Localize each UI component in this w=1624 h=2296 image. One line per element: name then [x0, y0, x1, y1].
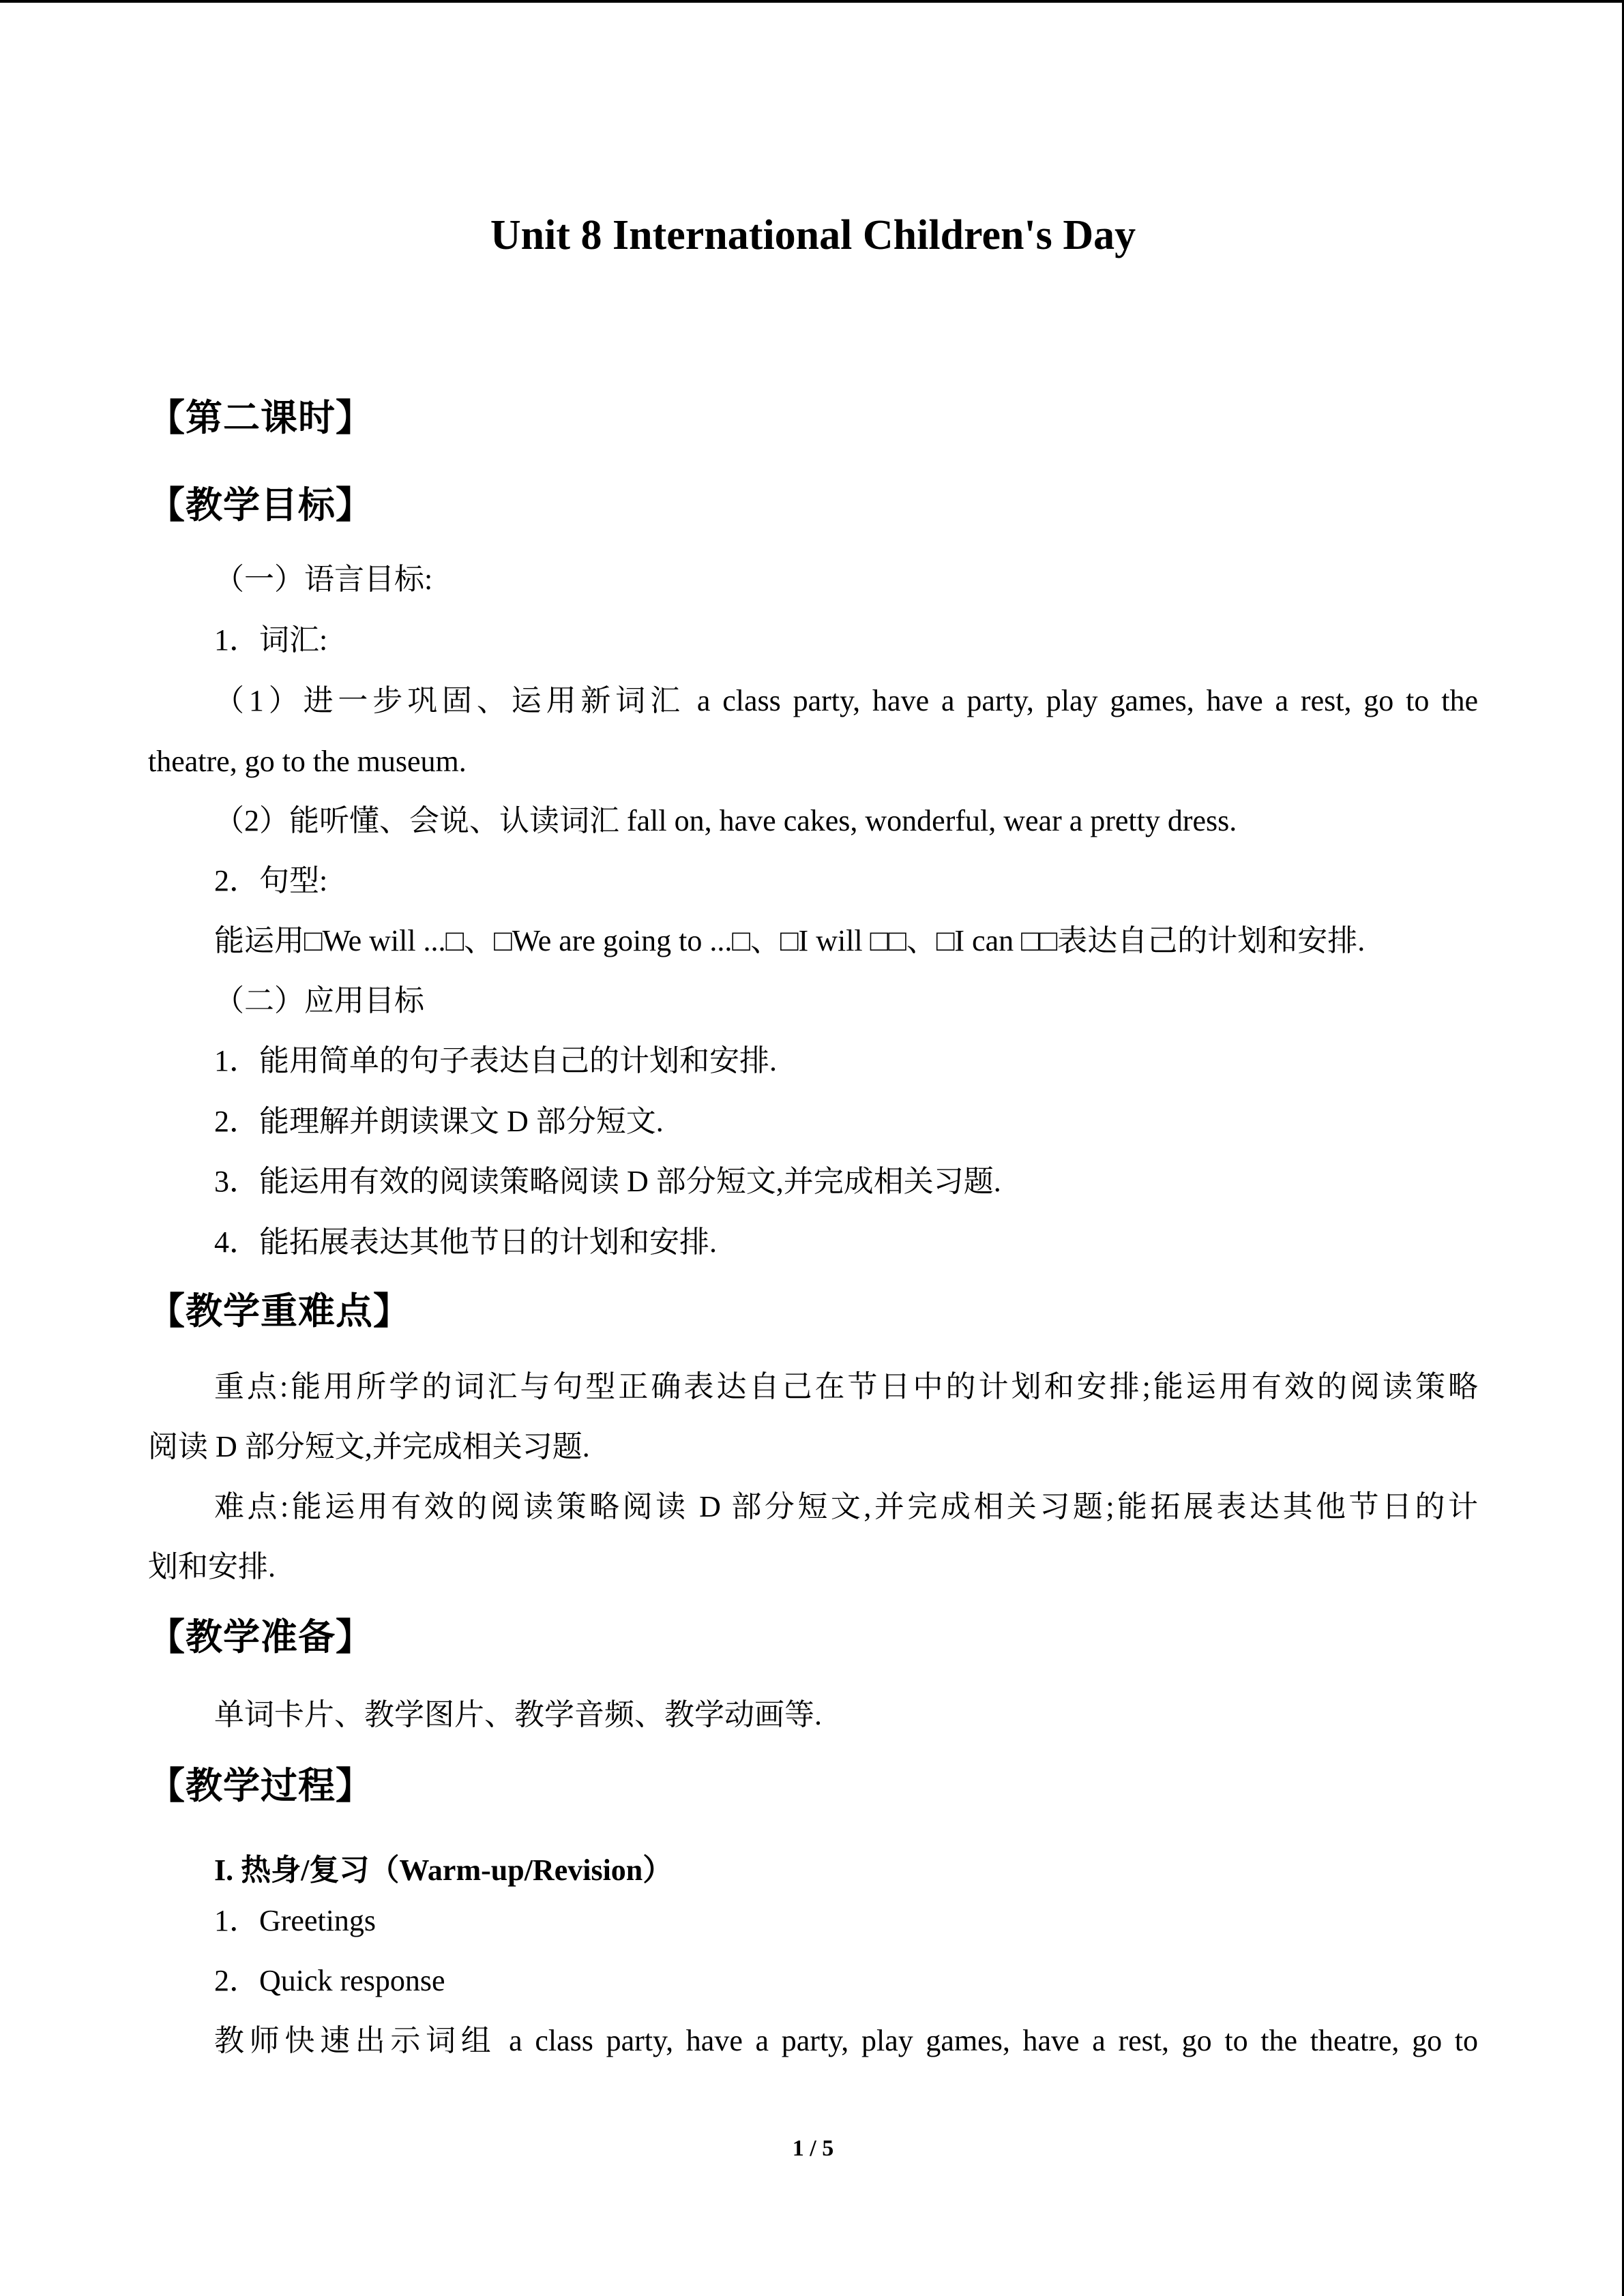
application-item-2: 2．能理解并朗读课文 D 部分短文.	[214, 1105, 664, 1138]
heading-lesson: 【第二课时】	[148, 396, 373, 439]
pattern-text: 能运用□We will ...□、□We are going to ...□、□I will □□、□I can □□表达自己的计划和安排.	[214, 924, 1365, 957]
heading-objectives: 【教学目标】	[148, 483, 373, 526]
language-goal: （一）语言目标:	[214, 563, 433, 596]
page-number: 1 / 5	[792, 2136, 834, 2161]
heading-process: 【教学过程】	[148, 1764, 373, 1807]
focus-line-2: 阅读 D 部分短文,并完成相关习题.	[148, 1430, 590, 1463]
process-item-1: 1．Greetings	[214, 1904, 377, 1937]
preparation-text: 单词卡片、教学图片、教学音频、教学动画等.	[214, 1698, 822, 1731]
vocab-heading: 1．词汇:	[214, 623, 328, 657]
heading-preparation: 【教学准备】	[148, 1615, 373, 1658]
application-item-1: 1．能用简单的句子表达自己的计划和安排.	[214, 1044, 777, 1077]
vocab-item-1-line-2: theatre, go to the museum.	[148, 745, 467, 778]
process-item-2: 2．Quick response	[214, 1964, 445, 1997]
application-item-4: 4．能拓展表达其他节日的计划和安排.	[214, 1225, 717, 1259]
page-top-border	[0, 0, 1624, 3]
process-step-title: I. 热身/复习（Warm-up/Revision）	[214, 1853, 673, 1887]
difficulty-line-1: 难点:能运用有效的阅读策略阅读 D 部分短文,并完成相关习题;能拓展表达其他节日的计	[214, 1490, 1478, 1523]
pattern-heading: 2．句型:	[214, 864, 328, 897]
focus-line-1: 重点:能用所学的词汇与句型正确表达自己在节日中的计划和安排;能运用有效的阅读策略	[214, 1370, 1478, 1403]
document-title: Unit 8 International Children's Day	[490, 212, 1136, 258]
heading-key-points: 【教学重难点】	[148, 1289, 411, 1332]
vocab-item-1-line-1: （1）进一步巩固、运用新词汇 a class party, have a party, play games, have a rest, go to the	[214, 684, 1478, 717]
difficulty-line-2: 划和安排.	[148, 1550, 276, 1583]
application-goal: （二）应用目标	[214, 984, 424, 1017]
process-item-text: 教师快速出示词组 a class party, have a party, play games, have a rest, go to the theatre, go to	[214, 2024, 1478, 2057]
application-item-3: 3．能运用有效的阅读策略阅读 D 部分短文,并完成相关习题.	[214, 1165, 1001, 1198]
vocab-item-2: （2）能听懂、会说、认读词汇 fall on, have cakes, wonderful, wear a pretty dress.	[214, 804, 1237, 837]
